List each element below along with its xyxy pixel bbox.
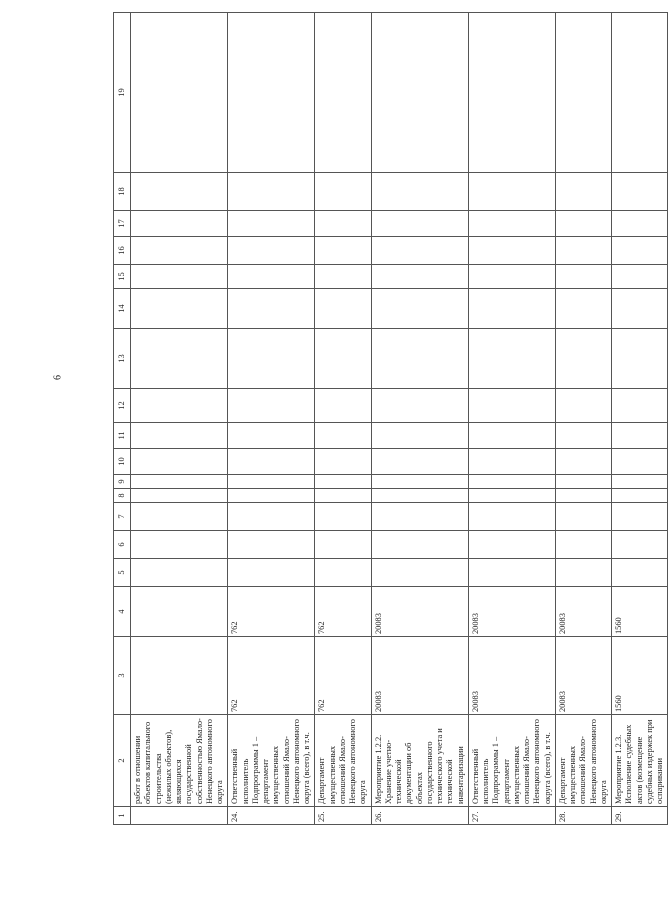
table-cell <box>371 503 468 531</box>
header-cell: 16 <box>114 237 131 265</box>
table-cell <box>315 329 371 389</box>
header-cell: 11 <box>114 423 131 449</box>
table-cell <box>468 13 555 173</box>
table-cell <box>555 423 611 449</box>
header-cell: 13 <box>114 329 131 389</box>
header-cell: 5 <box>114 559 131 587</box>
header-cell: 8 <box>114 489 131 503</box>
row-number <box>131 807 228 825</box>
table-cell <box>371 389 468 423</box>
table-row <box>468 13 555 825</box>
header-cell: 9 <box>114 475 131 489</box>
table-cell <box>371 559 468 587</box>
table-cell <box>371 489 468 503</box>
row-name: Ответственный исполнитель Подпрограммы 1 – департамент имущественных отношений Ямало-Ненецкого автономного округа (всего), в т.ч. <box>228 715 315 807</box>
table-cell <box>228 237 315 265</box>
table-cell <box>228 265 315 289</box>
table-cell <box>468 559 555 587</box>
header-cell: 10 <box>114 449 131 475</box>
table-cell <box>371 237 468 265</box>
table-cell <box>555 389 611 423</box>
header-cell: 19 <box>114 13 131 173</box>
table-cell <box>555 531 611 559</box>
table-row <box>371 13 468 825</box>
table-cell <box>315 503 371 531</box>
header-cell: 2 <box>114 715 131 807</box>
cell-col3 <box>131 637 228 715</box>
table-cell <box>131 265 228 289</box>
table-cell <box>555 13 611 173</box>
table-cell <box>131 289 228 329</box>
header-cell: 14 <box>114 289 131 329</box>
header-cell: 18 <box>114 173 131 211</box>
header-cell: 6 <box>114 531 131 559</box>
table-cell <box>612 449 668 475</box>
cell-col3: 20083 <box>555 637 611 715</box>
table-cell <box>468 531 555 559</box>
table-cell <box>228 173 315 211</box>
row-number: 26. <box>371 807 468 825</box>
table-cell <box>371 211 468 237</box>
header-row <box>114 13 131 825</box>
table-cell <box>468 211 555 237</box>
table-cell <box>468 489 555 503</box>
table-cell <box>228 13 315 173</box>
table-cell <box>315 531 371 559</box>
table-cell <box>371 329 468 389</box>
header-cell: 17 <box>114 211 131 237</box>
table-cell <box>612 559 668 587</box>
cell-col4: 1560 <box>612 587 668 637</box>
table-cell <box>468 389 555 423</box>
row-name: Департамент имущественных отношений Ямало-Ненецкого автономного округа <box>555 715 611 807</box>
cell-col3: 20083 <box>371 637 468 715</box>
table-cell <box>228 211 315 237</box>
table-cell <box>612 489 668 503</box>
table-cell <box>555 265 611 289</box>
row-number: 24. <box>228 807 315 825</box>
table-cell <box>612 289 668 329</box>
table-cell <box>612 173 668 211</box>
table-cell <box>131 559 228 587</box>
table-cell <box>468 329 555 389</box>
header-cell: 15 <box>114 265 131 289</box>
table-cell <box>555 173 611 211</box>
table-cell <box>131 173 228 211</box>
table-cell <box>228 503 315 531</box>
header-cell: 7 <box>114 503 131 531</box>
header-cell: 1 <box>114 807 131 825</box>
table-row <box>555 13 611 825</box>
table-cell <box>468 449 555 475</box>
header-cell: 3 <box>114 637 131 715</box>
table-cell <box>131 503 228 531</box>
table-cell <box>228 329 315 389</box>
table-cell <box>131 531 228 559</box>
cell-col4: 20083 <box>468 587 555 637</box>
cell-col4: 20083 <box>371 587 468 637</box>
table-cell <box>315 13 371 173</box>
table-cell <box>315 559 371 587</box>
table-cell <box>131 13 228 173</box>
table-cell <box>371 475 468 489</box>
table-cell <box>612 211 668 237</box>
table-cell <box>315 265 371 289</box>
header-cell: 4 <box>114 587 131 637</box>
table-cell <box>612 531 668 559</box>
table-cell <box>131 475 228 489</box>
table-cell <box>371 423 468 449</box>
table-cell <box>131 449 228 475</box>
table-cell <box>555 489 611 503</box>
table-cell <box>612 329 668 389</box>
table-cell <box>228 559 315 587</box>
table-cell <box>228 489 315 503</box>
table-cell <box>555 211 611 237</box>
row-number: 29. <box>612 807 668 825</box>
cell-col3: 762 <box>315 637 371 715</box>
cell-col3: 762 <box>228 637 315 715</box>
table-cell <box>468 237 555 265</box>
table-cell <box>612 13 668 173</box>
row-number: 25. <box>315 807 371 825</box>
table-cell <box>371 449 468 475</box>
table-cell <box>315 173 371 211</box>
row-name: Департамент имущественных отношений Ямало-Ненецкого автономного округа <box>315 715 371 807</box>
row-number: 27. <box>468 807 555 825</box>
budget-table <box>113 12 668 825</box>
table-row <box>228 13 315 825</box>
table-cell <box>468 173 555 211</box>
table-cell <box>555 449 611 475</box>
table-cell <box>315 475 371 489</box>
table-cell <box>315 289 371 329</box>
row-name: Ответственный исполнитель Подпрограммы 1 – департамент имущественных отношений Ямало-Ненецкого автономного округа (всего), в т.ч. <box>468 715 555 807</box>
table-cell <box>371 265 468 289</box>
table-cell <box>555 237 611 265</box>
cell-col4: 762 <box>315 587 371 637</box>
cell-col4 <box>131 587 228 637</box>
table-cell <box>315 237 371 265</box>
page-number: 6 <box>52 375 64 380</box>
table-cell <box>131 489 228 503</box>
row-name: работ в отношении объектов капитального строительства (нежилых объектов), являющихся государственной собственностью Ямало-Ненецкого автономного округа <box>131 715 228 807</box>
cell-col4: 20083 <box>555 587 611 637</box>
table-cell <box>228 475 315 489</box>
table-cell <box>555 559 611 587</box>
table-cell <box>371 173 468 211</box>
table-cell <box>555 503 611 531</box>
table-cell <box>315 423 371 449</box>
table-cell <box>612 389 668 423</box>
table-cell <box>131 389 228 423</box>
table-cell <box>315 389 371 423</box>
table-cell <box>131 423 228 449</box>
table-cell <box>315 489 371 503</box>
cell-col3: 20083 <box>468 637 555 715</box>
table-row <box>131 13 228 825</box>
table-row <box>315 13 371 825</box>
table-cell <box>468 475 555 489</box>
table-cell <box>228 289 315 329</box>
table-cell <box>228 423 315 449</box>
table-cell <box>371 13 468 173</box>
row-number: 28. <box>555 807 611 825</box>
row-name: Мероприятие 1.2.3. Исполнение судебных актов (возмещение судебных издержек при оспаривании <box>612 715 668 807</box>
table-cell <box>228 449 315 475</box>
table-cell <box>612 423 668 449</box>
table-cell <box>315 211 371 237</box>
table-row <box>612 13 668 825</box>
table-cell <box>468 265 555 289</box>
table-cell <box>612 503 668 531</box>
table-cell <box>555 289 611 329</box>
table-cell <box>371 531 468 559</box>
table-container <box>113 33 664 825</box>
table-cell <box>371 289 468 329</box>
table-cell <box>555 475 611 489</box>
table-cell <box>131 237 228 265</box>
table-cell <box>612 475 668 489</box>
cell-col4: 762 <box>228 587 315 637</box>
cell-col3: 1560 <box>612 637 668 715</box>
table-cell <box>131 329 228 389</box>
table-cell <box>612 237 668 265</box>
table-cell <box>468 423 555 449</box>
table-cell <box>228 531 315 559</box>
row-name: Мероприятие 1.2.2. Хранение учетно-технической документации об объектах государственного технического учета и технической инвентаризации <box>371 715 468 807</box>
header-cell: 12 <box>114 389 131 423</box>
table-cell <box>228 389 315 423</box>
table-cell <box>555 329 611 389</box>
table-cell <box>612 265 668 289</box>
table-cell <box>468 503 555 531</box>
table-cell <box>131 211 228 237</box>
table-cell <box>468 289 555 329</box>
table-cell <box>315 449 371 475</box>
